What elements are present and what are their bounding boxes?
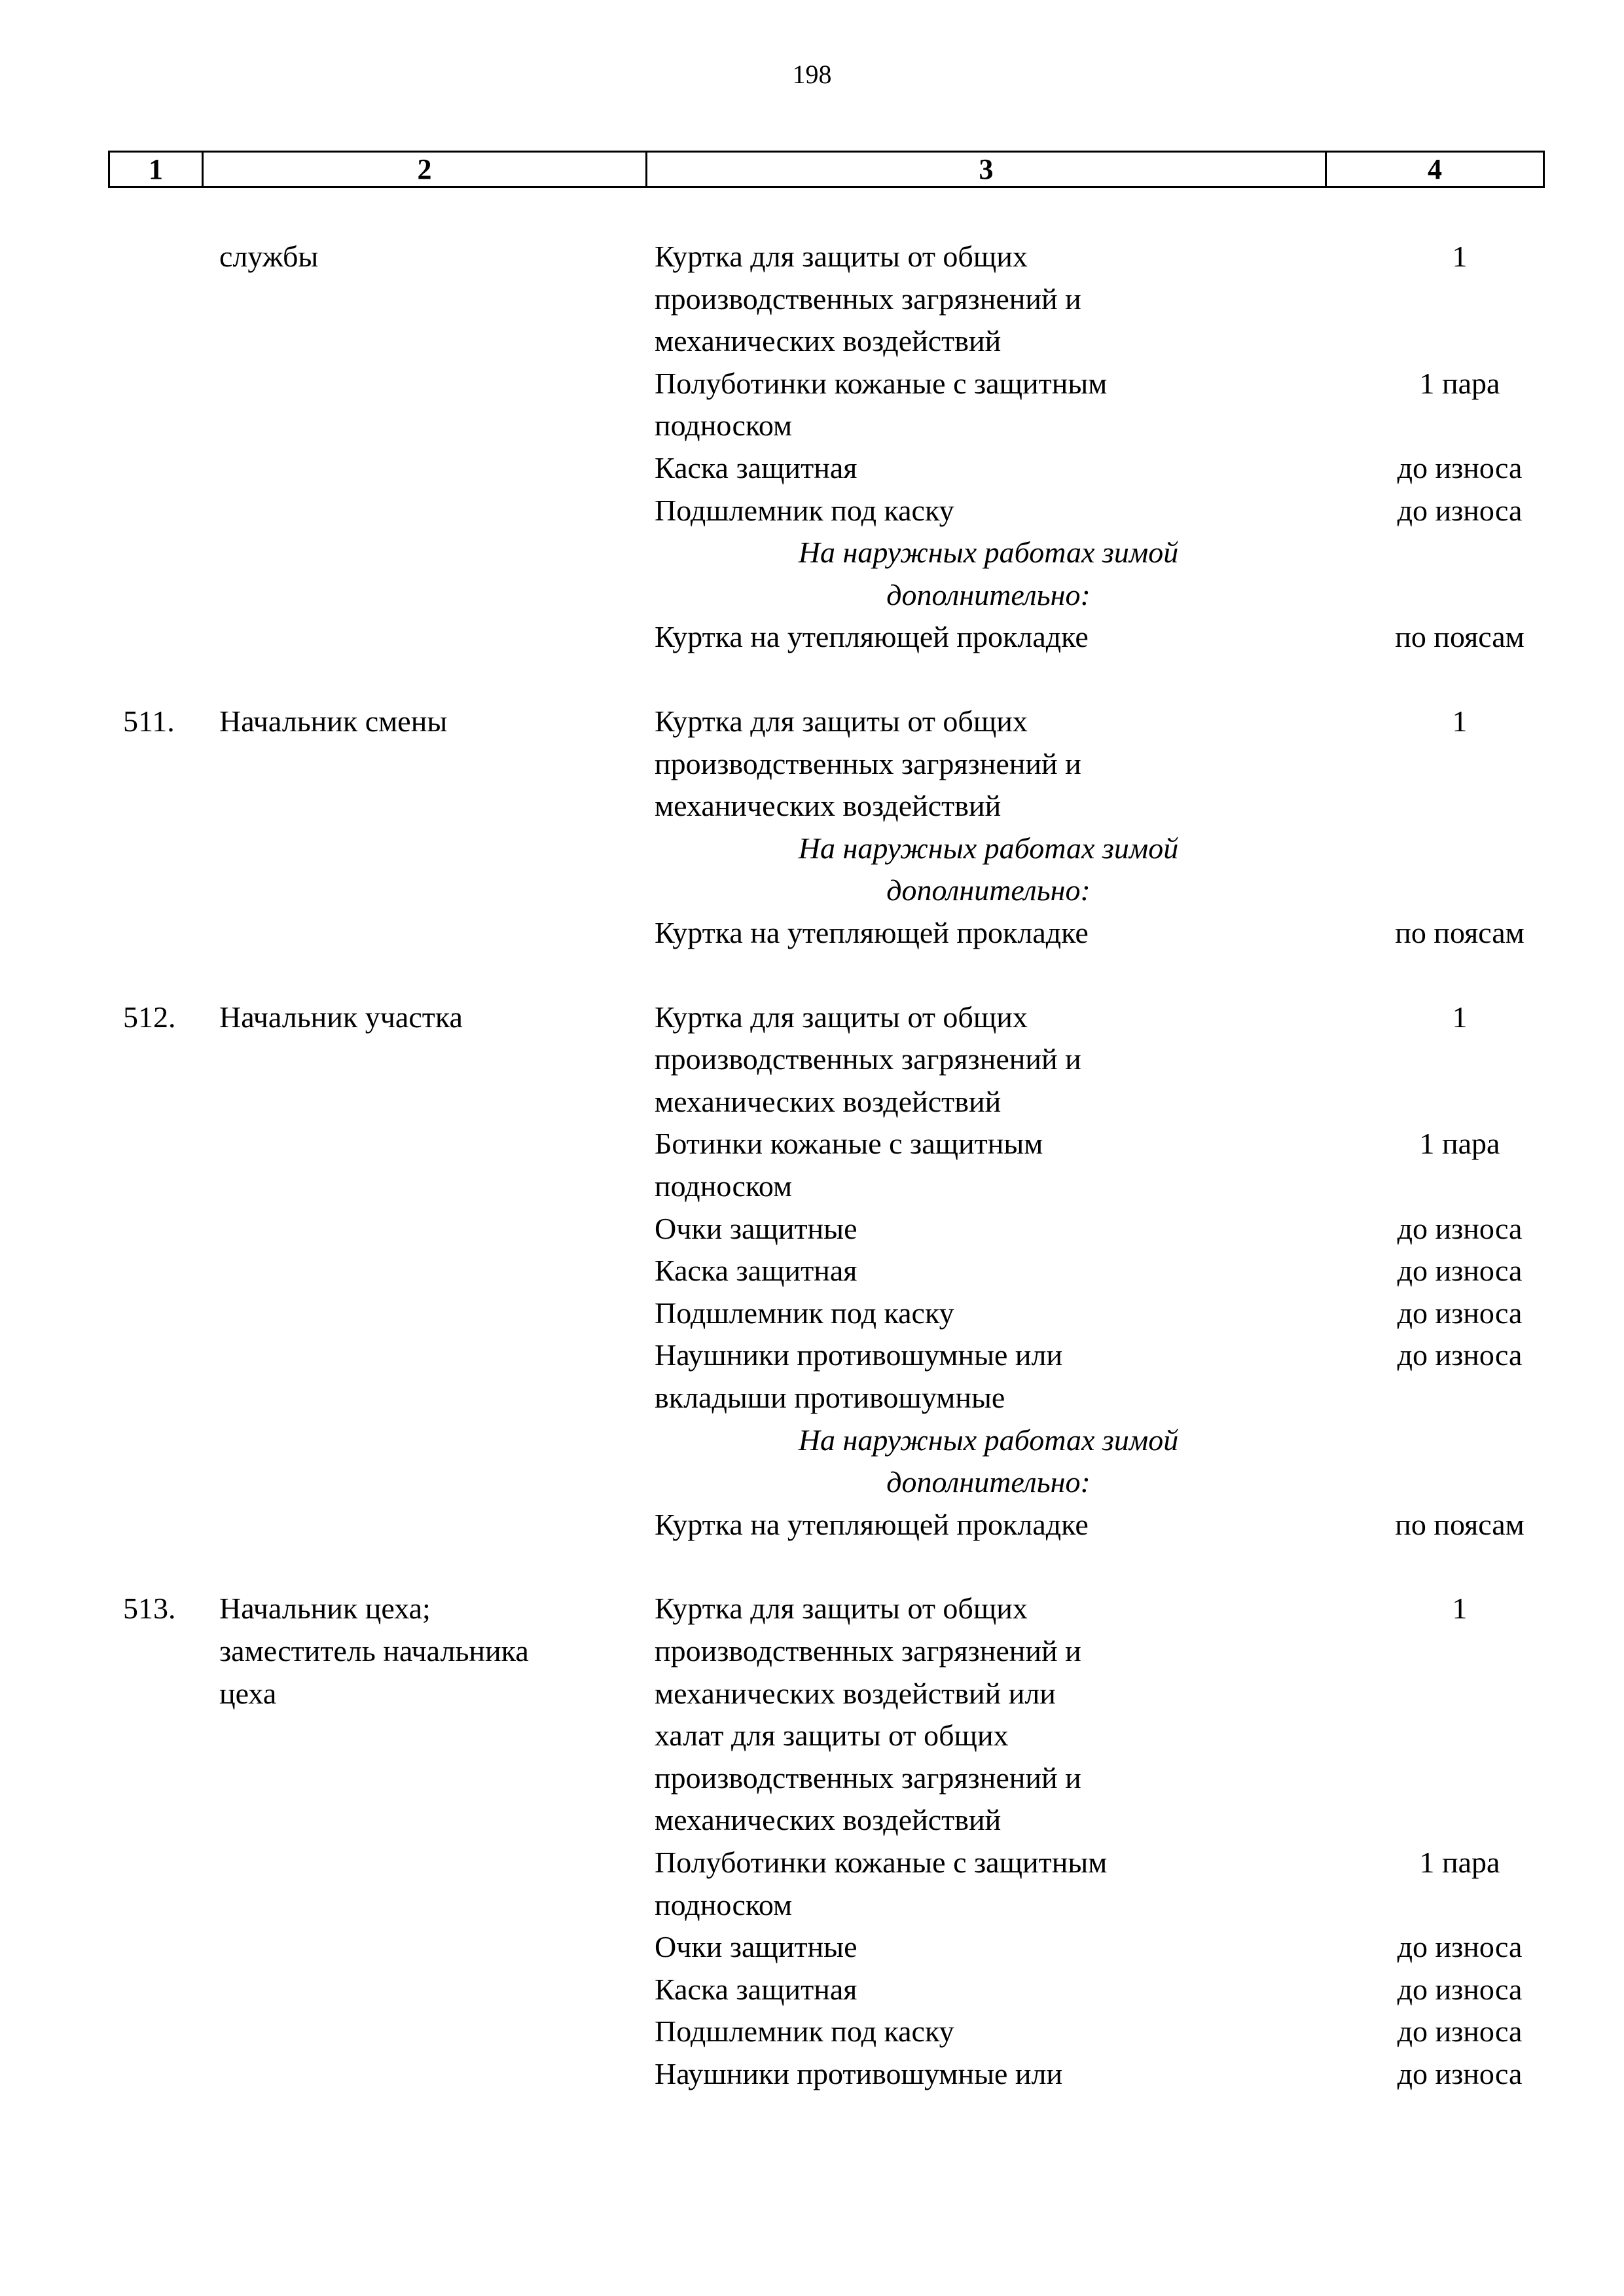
page-number: 198 xyxy=(792,60,832,89)
item-name: механических воздействий xyxy=(655,1085,1001,1118)
item-quantity: до износа xyxy=(1397,1338,1523,1372)
position-title: заместитель начальника xyxy=(219,1634,529,1667)
item-quantity: до износа xyxy=(1397,2014,1523,2048)
position-title: службы xyxy=(219,240,319,273)
item-name: Очки защитные xyxy=(655,1930,857,1963)
section-subheader: дополнительно: xyxy=(886,873,1091,907)
item-name: Куртка на утепляющей прокладке xyxy=(655,916,1089,949)
header-col-4: 4 xyxy=(1428,153,1442,185)
item-name: Ботинки кожаные с защитным xyxy=(655,1127,1043,1160)
item-name: Куртка на утепляющей прокладке xyxy=(655,620,1089,653)
item-name: Куртка для защиты от общих xyxy=(655,1592,1028,1625)
section-subheader: На наружных работах зимой xyxy=(798,831,1179,865)
item-quantity: до износа xyxy=(1397,451,1523,484)
item-quantity: по поясам xyxy=(1395,620,1525,653)
item-name: Куртка для защиты от общих xyxy=(655,240,1028,273)
item-quantity: до износа xyxy=(1397,494,1523,527)
position-title: Начальник цеха; xyxy=(219,1592,431,1625)
position-title: цеха xyxy=(219,1677,277,1710)
row-number: 511. xyxy=(123,704,175,738)
item-name: Подшлемник под каску xyxy=(655,2014,954,2048)
item-name: Наушники противошумные или xyxy=(655,1338,1063,1372)
header-col-2: 2 xyxy=(417,153,432,185)
item-quantity: до износа xyxy=(1397,1254,1523,1287)
item-name: Подшлемник под каску xyxy=(655,1296,954,1330)
item-quantity: 1 xyxy=(1452,1000,1468,1034)
header-col-1: 1 xyxy=(149,153,163,185)
item-name: производственных загрязнений и xyxy=(655,282,1081,316)
item-name: вкладыши противошумные xyxy=(655,1381,1005,1414)
item-quantity: по поясам xyxy=(1395,1508,1525,1541)
item-name: Наушники противошумные или xyxy=(655,2057,1063,2090)
item-quantity: 1 пара xyxy=(1419,367,1500,400)
item-name: производственных загрязнений и xyxy=(655,747,1081,780)
item-name: производственных загрязнений и xyxy=(655,1042,1081,1076)
item-quantity: до износа xyxy=(1397,1212,1523,1245)
row-number: 513. xyxy=(123,1592,176,1625)
item-name: Куртка на утепляющей прокладке xyxy=(655,1508,1089,1541)
item-name: Полуботинки кожаные с защитным xyxy=(655,1846,1108,1879)
item-quantity: 1 xyxy=(1452,1592,1468,1625)
item-quantity: 1 пара xyxy=(1419,1846,1500,1879)
item-name: Полуботинки кожаные с защитным xyxy=(655,367,1108,400)
item-name: механических воздействий или xyxy=(655,1677,1056,1710)
item-name: Куртка для защиты от общих xyxy=(655,704,1028,738)
item-quantity: до износа xyxy=(1397,1930,1523,1963)
position-title: Начальник смены xyxy=(219,704,448,738)
item-name: Каска защитная xyxy=(655,451,857,484)
table-header xyxy=(108,151,1545,188)
row-number: 512. xyxy=(123,1000,176,1034)
item-name: Подшлемник под каску xyxy=(655,494,954,527)
item-quantity: по поясам xyxy=(1395,916,1525,949)
item-quantity: 1 xyxy=(1452,704,1468,738)
item-name: подноском xyxy=(655,409,793,442)
item-name: Каска защитная xyxy=(655,1973,857,2006)
item-name: подноском xyxy=(655,1888,793,1922)
position-title: Начальник участка xyxy=(219,1000,463,1034)
section-subheader: дополнительно: xyxy=(886,1465,1091,1499)
item-name: халат для защиты от общих xyxy=(655,1719,1009,1752)
item-name: Очки защитные xyxy=(655,1212,857,1245)
section-subheader: дополнительно: xyxy=(886,578,1091,611)
item-name: подноском xyxy=(655,1169,793,1203)
section-subheader: На наружных работах зимой xyxy=(798,1423,1179,1457)
item-quantity: 1 xyxy=(1452,240,1468,273)
section-subheader: На наружных работах зимой xyxy=(798,536,1179,569)
header-col-3: 3 xyxy=(979,153,994,185)
item-quantity: до износа xyxy=(1397,1973,1523,2006)
item-name: механических воздействий xyxy=(655,789,1001,822)
item-name: Куртка для защиты от общих xyxy=(655,1000,1028,1034)
item-quantity: до износа xyxy=(1397,2057,1523,2090)
item-name: Каска защитная xyxy=(655,1254,857,1287)
item-name: производственных загрязнений и xyxy=(655,1761,1081,1795)
item-name: механических воздействий xyxy=(655,1803,1001,1836)
item-name: производственных загрязнений и xyxy=(655,1634,1081,1667)
item-name: механических воздействий xyxy=(655,324,1001,357)
item-quantity: 1 пара xyxy=(1419,1127,1500,1160)
item-quantity: до износа xyxy=(1397,1296,1523,1330)
